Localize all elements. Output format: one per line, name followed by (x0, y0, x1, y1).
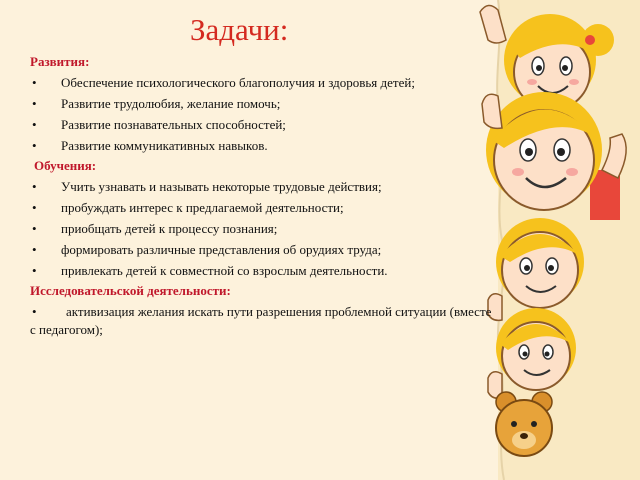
section-heading-research: Исследовательской деятельности: (30, 283, 231, 298)
bullet: • (32, 117, 37, 132)
list-item: • Развитие коммуникативных навыков. (30, 135, 500, 156)
list-item: • привлекать детей к совместной со взрослым деятельности. (30, 260, 500, 281)
list-item: • пробуждать интерес к предлагаемой деятельности; (30, 197, 500, 218)
research-paragraph (30, 303, 492, 339)
list-item: • Развитие трудолюбия, желание помочь; (30, 93, 500, 114)
list-item: • Обеспечение психологического благополучия и здоровья детей; (30, 72, 500, 93)
list-item: • приобщать детей к процессу познания; (30, 218, 500, 239)
page-title: Задачи: (190, 12, 289, 47)
child-face-icon (488, 308, 576, 398)
list-item: • формировать различные представления об орудиях труда; (30, 239, 500, 260)
bullet: • (32, 179, 37, 194)
research-text: активизация желания искать пути разрешения проблемной ситуации (вместе с педагогом); (30, 304, 492, 337)
bullet: • (32, 138, 37, 153)
list-item: • Развитие познавательных способностей; (30, 114, 500, 135)
teddy-bear-icon (496, 392, 552, 456)
bullet: • (32, 75, 37, 90)
bullet: • (32, 221, 37, 236)
list-item: • Учить узнавать и называть некоторые трудовые действия; (30, 176, 500, 197)
tasks-content (30, 52, 500, 339)
bullet: • (32, 263, 37, 278)
section-heading-development: Развития: (30, 54, 90, 69)
bullet: • (32, 200, 37, 215)
bullet: • (32, 304, 37, 319)
child-face-icon (482, 92, 626, 220)
bullet: • (32, 96, 37, 111)
section-heading-learning: Обучения: (34, 158, 97, 173)
child-face-icon (488, 218, 584, 320)
bullet: • (32, 242, 37, 257)
